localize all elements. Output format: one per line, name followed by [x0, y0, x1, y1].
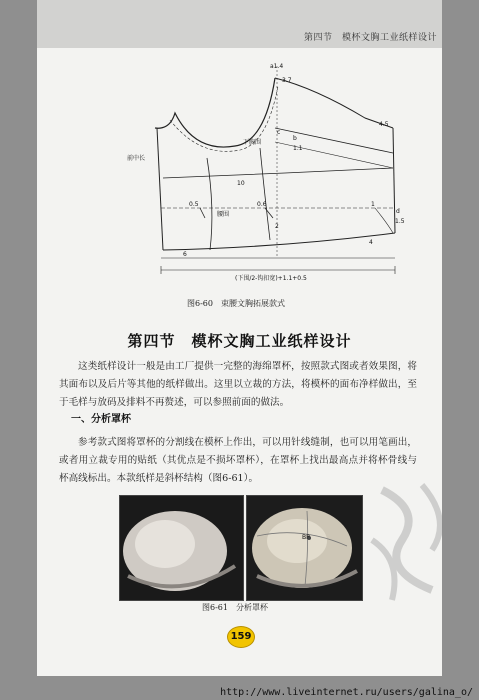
label-center-front: 前中长	[127, 155, 146, 162]
label-2: 2	[275, 223, 279, 230]
label-4-5: 4.5	[379, 121, 389, 128]
source-url: http://www.liveinternet.ru/users/galina_o/	[220, 687, 473, 698]
cup-photo-left	[119, 495, 244, 601]
label-c: c	[277, 129, 281, 136]
label-6: 6	[183, 251, 187, 258]
running-header: 第四节 模杯文胸工业纸样设计	[303, 33, 437, 43]
figure-6-61-caption: 图6-61 分析罩杯	[202, 603, 268, 612]
label-a14: a1.4	[270, 63, 284, 70]
neckline-curve	[155, 78, 275, 147]
label-1: 1	[371, 201, 375, 208]
subheading-analyze-cup: 一、分析罩杯	[71, 414, 131, 425]
section-heading: 第四节 模杯文胸工业纸样设计	[127, 332, 352, 350]
bottom-edge	[163, 233, 395, 250]
neckline-seam-allowance	[170, 86, 281, 151]
label-0-5: 0.5	[189, 201, 199, 208]
dart-left	[207, 158, 212, 250]
label-4: 4	[369, 239, 373, 246]
figure-6-60-caption: 图6-60 束腰文胸拓展款式	[187, 299, 285, 308]
label-10: 10	[237, 180, 245, 187]
dart-right	[260, 148, 270, 240]
label-formula: (下围/2-钩扣宽)+1.1+0.5	[235, 275, 307, 282]
pattern-diagram	[125, 58, 407, 290]
bp-label: BP	[302, 534, 310, 541]
label-d: d	[396, 208, 400, 215]
label-0-6: 0.6	[257, 201, 267, 208]
lower-chest-line	[163, 168, 393, 178]
center-front-edge	[157, 128, 163, 250]
cup-photo-right	[246, 495, 363, 601]
label-b: b	[293, 135, 297, 142]
label-3-7: 3.7	[282, 77, 292, 84]
top-edge	[275, 78, 393, 128]
label-lower-chest: 下胸围	[243, 139, 262, 146]
label-waist: 腰围	[217, 211, 230, 218]
paragraph-2: 参考款式图将罩杯的分割线在模杯上作出，可以用针线缝制，也可以用笔画出，或者用立裁专用的贴纸（其优点是不损坏罩杯），在罩杯上找出最高点并将杯骨线与杯高线标出。本款纸样是斜杯结构（图6-61）。	[59, 437, 417, 484]
paragraph-1: 这类纸样设计一般是由工厂提供一完整的海绵罩杯，按照款式图或者效果图，将其面布以及后片等其他的纸样做出。这里以立裁的方法，将模杯的面布净样做出，至于毛样与放码及排料不再赘述，可以参照前面的做法。	[59, 361, 417, 408]
label-1-1: 1.1	[293, 145, 303, 152]
stamp-watermark	[362, 480, 462, 610]
page-number: 159	[227, 626, 255, 648]
label-1-5: 1.5	[395, 218, 405, 225]
